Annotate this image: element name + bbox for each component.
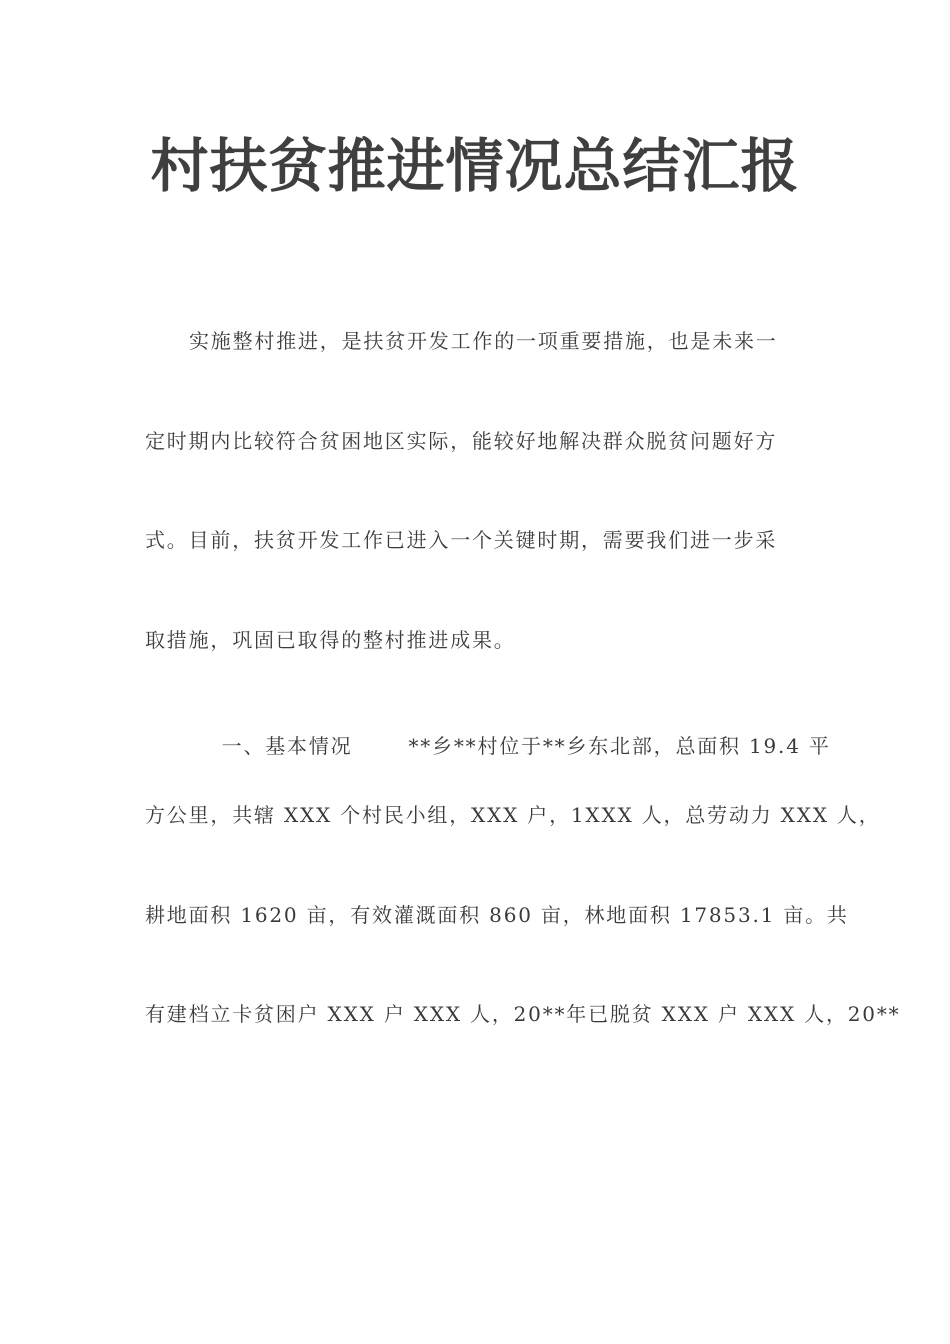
paragraph-line: 取措施，巩固已取得的整村推进成果。 bbox=[145, 628, 516, 652]
paragraph-line: 方公里，共辖 XXX 个村民小组，XXX 户，1XXX 人，总劳动力 XXX 人， bbox=[145, 803, 881, 827]
paragraph-line: 耕地面积 1620 亩，有效灌溉面积 860 亩，林地面积 17853.1 亩。共 bbox=[145, 903, 849, 927]
paragraph-text: **乡**村位于**乡东北部，总面积 19.4 平 bbox=[408, 734, 831, 758]
document-title: 村扶贫推进情况总结汇报 bbox=[150, 132, 800, 200]
paragraph-line: 式。目前，扶贫开发工作已进入一个关键时期，需要我们进一步采 bbox=[145, 528, 778, 552]
paragraph-line: 定时期内比较符合贫困地区实际，能较好地解决群众脱贫问题好方 bbox=[145, 429, 778, 453]
section-line bbox=[145, 701, 854, 758]
paragraph-line: 实施整村推进，是扶贫开发工作的一项重要措施，也是未来一 bbox=[189, 329, 778, 353]
paragraph-line: 有建档立卡贫困户 XXX 户 XXX 人，20**年已脱贫 XXX 户 XXX 人，20** bbox=[145, 1002, 901, 1026]
section-heading: 一、基本情况 bbox=[221, 734, 353, 758]
